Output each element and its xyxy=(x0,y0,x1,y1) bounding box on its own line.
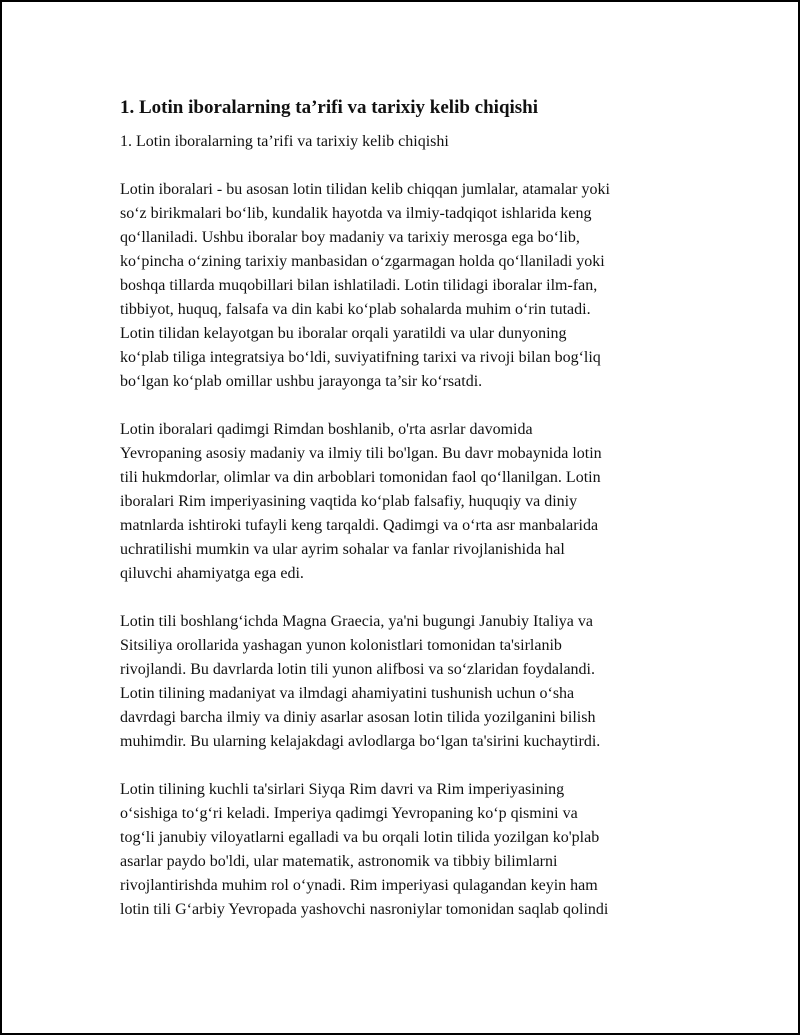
paragraph-line: davrdagi barcha ilmiy va diniy asarlar asosan lotin tilida yozilganini bilish xyxy=(120,709,596,726)
paragraph-line: tili hukmdorlar, olimlar va din arboblari tomonidan faol qo‘llanilgan. Lotin xyxy=(120,469,601,486)
paragraph-line: boshqa tillarda muqobillari bilan ishlatiladi. Lotin tilidagi iboralar ilm-fan, xyxy=(120,277,598,294)
paragraph-1 xyxy=(120,178,700,394)
paragraph-line: asarlar paydo bo'ldi, ular matematik, astronomik va tibbiy bilimlarni xyxy=(120,853,558,870)
paragraph-line: lotin tili G‘arbiy Yevropada yashovchi nasroniylar tomonidan saqlab qolindi xyxy=(120,901,609,918)
paragraph-line: Yevropaning asosiy madaniy va ilmiy tili bo'lgan. Bu davr mobaynida lotin xyxy=(120,445,602,462)
paragraph-line: so‘z birikmalari bo‘lib, kundalik hayotda va ilmiy-tadqiqot ishlarida keng xyxy=(120,205,592,222)
paragraph-line: bo‘lgan ko‘plab omillar ushbu jarayonga ta’sir ko‘rsatdi. xyxy=(120,373,483,390)
paragraph-line: Lotin tili boshlang‘ichda Magna Graecia, ya'ni bugungi Janubiy Italiya va xyxy=(120,613,593,630)
paragraph-line: matnlarda ishtiroki tufayli keng tarqaldi. Qadimgi va o‘rta asr manbalarida xyxy=(120,517,599,534)
paragraph-3 xyxy=(120,610,700,754)
paragraph-line: o‘sishiga to‘g‘ri keladi. Imperiya qadimgi Yevropaning ko‘p qismini va xyxy=(120,805,578,822)
paragraph-line: iboralari Rim imperiyasining vaqtida ko‘plab falsafiy, huquqiy va diniy xyxy=(120,493,578,510)
paragraph-line: uchratilishi mumkin va ular ayrim sohalar va fanlar rivojlanishida hal xyxy=(120,541,565,558)
paragraph-line: tibbiyot, huquq, falsafa va din kabi ko‘plab sohalarda muhim o‘rin tutadi. xyxy=(120,301,591,318)
paragraph-line: muhimdir. Bu ularning kelajakdagi avlodlarga bo‘lgan ta'sirini kuchaytirdi. xyxy=(120,733,601,750)
section-heading: 1. Lotin iboralarning ta’rifi va tarixiy kelib chiqishi xyxy=(120,97,539,118)
paragraph-line: ko‘plab tiliga integratsiya bo‘ldi, suviyatifning tarixi va rivoji bilan bog‘liq xyxy=(120,349,601,366)
document-content xyxy=(120,95,700,946)
paragraph-line: rivojlantirishda muhim rol o‘ynadi. Rim imperiyasi qulagandan keyin ham xyxy=(120,877,598,894)
paragraph-line: Lotin tilining kuchli ta'sirlari Siyqa Rim davri va Rim imperiyasining xyxy=(120,781,565,798)
paragraph-line: tog‘li janubiy viloyatlarni egalladi va bu orqali lotin tilida yozilgan ko'plab xyxy=(120,829,600,846)
paragraph-line: Lotin tilidan kelayotgan bu iboralar orqali yaratildi va ular dunyoning xyxy=(120,325,567,342)
section-subheading: 1. Lotin iboralarning ta’rifi va tarixiy kelib chiqishi xyxy=(120,133,449,150)
paragraph-line: Lotin tilining madaniyat va ilmdagi ahamiyatini tushunish uchun o‘sha xyxy=(120,685,575,702)
paragraph-line: qo‘llaniladi. Ushbu iboralar boy madaniy va tarixiy merosga ega bo‘lib, xyxy=(120,229,580,246)
paragraph-line: ko‘pincha o‘zining tarixiy manbasidan o‘zgarmagan holda qo‘llaniladi yoki xyxy=(120,253,605,270)
paragraph-line: qiluvchi ahamiyatga ega edi. xyxy=(120,565,304,582)
paragraph-line: Sitsiliya orollarida yashagan yunon kolonistlari tomonidan ta'sirlanib xyxy=(120,637,562,654)
paragraph-line: rivojlandi. Bu davrlarda lotin tili yunon alifbosi va so‘zlaridan foydalandi. xyxy=(120,661,595,678)
paragraph-line: Lotin iboralari - bu asosan lotin tilidan kelib chiqqan jumlalar, atamalar yoki xyxy=(120,181,610,198)
paragraph-line: Lotin iboralari qadimgi Rimdan boshlanib, o'rta asrlar davomida xyxy=(120,421,533,438)
paragraph-4 xyxy=(120,778,700,922)
paragraph-2 xyxy=(120,418,700,586)
